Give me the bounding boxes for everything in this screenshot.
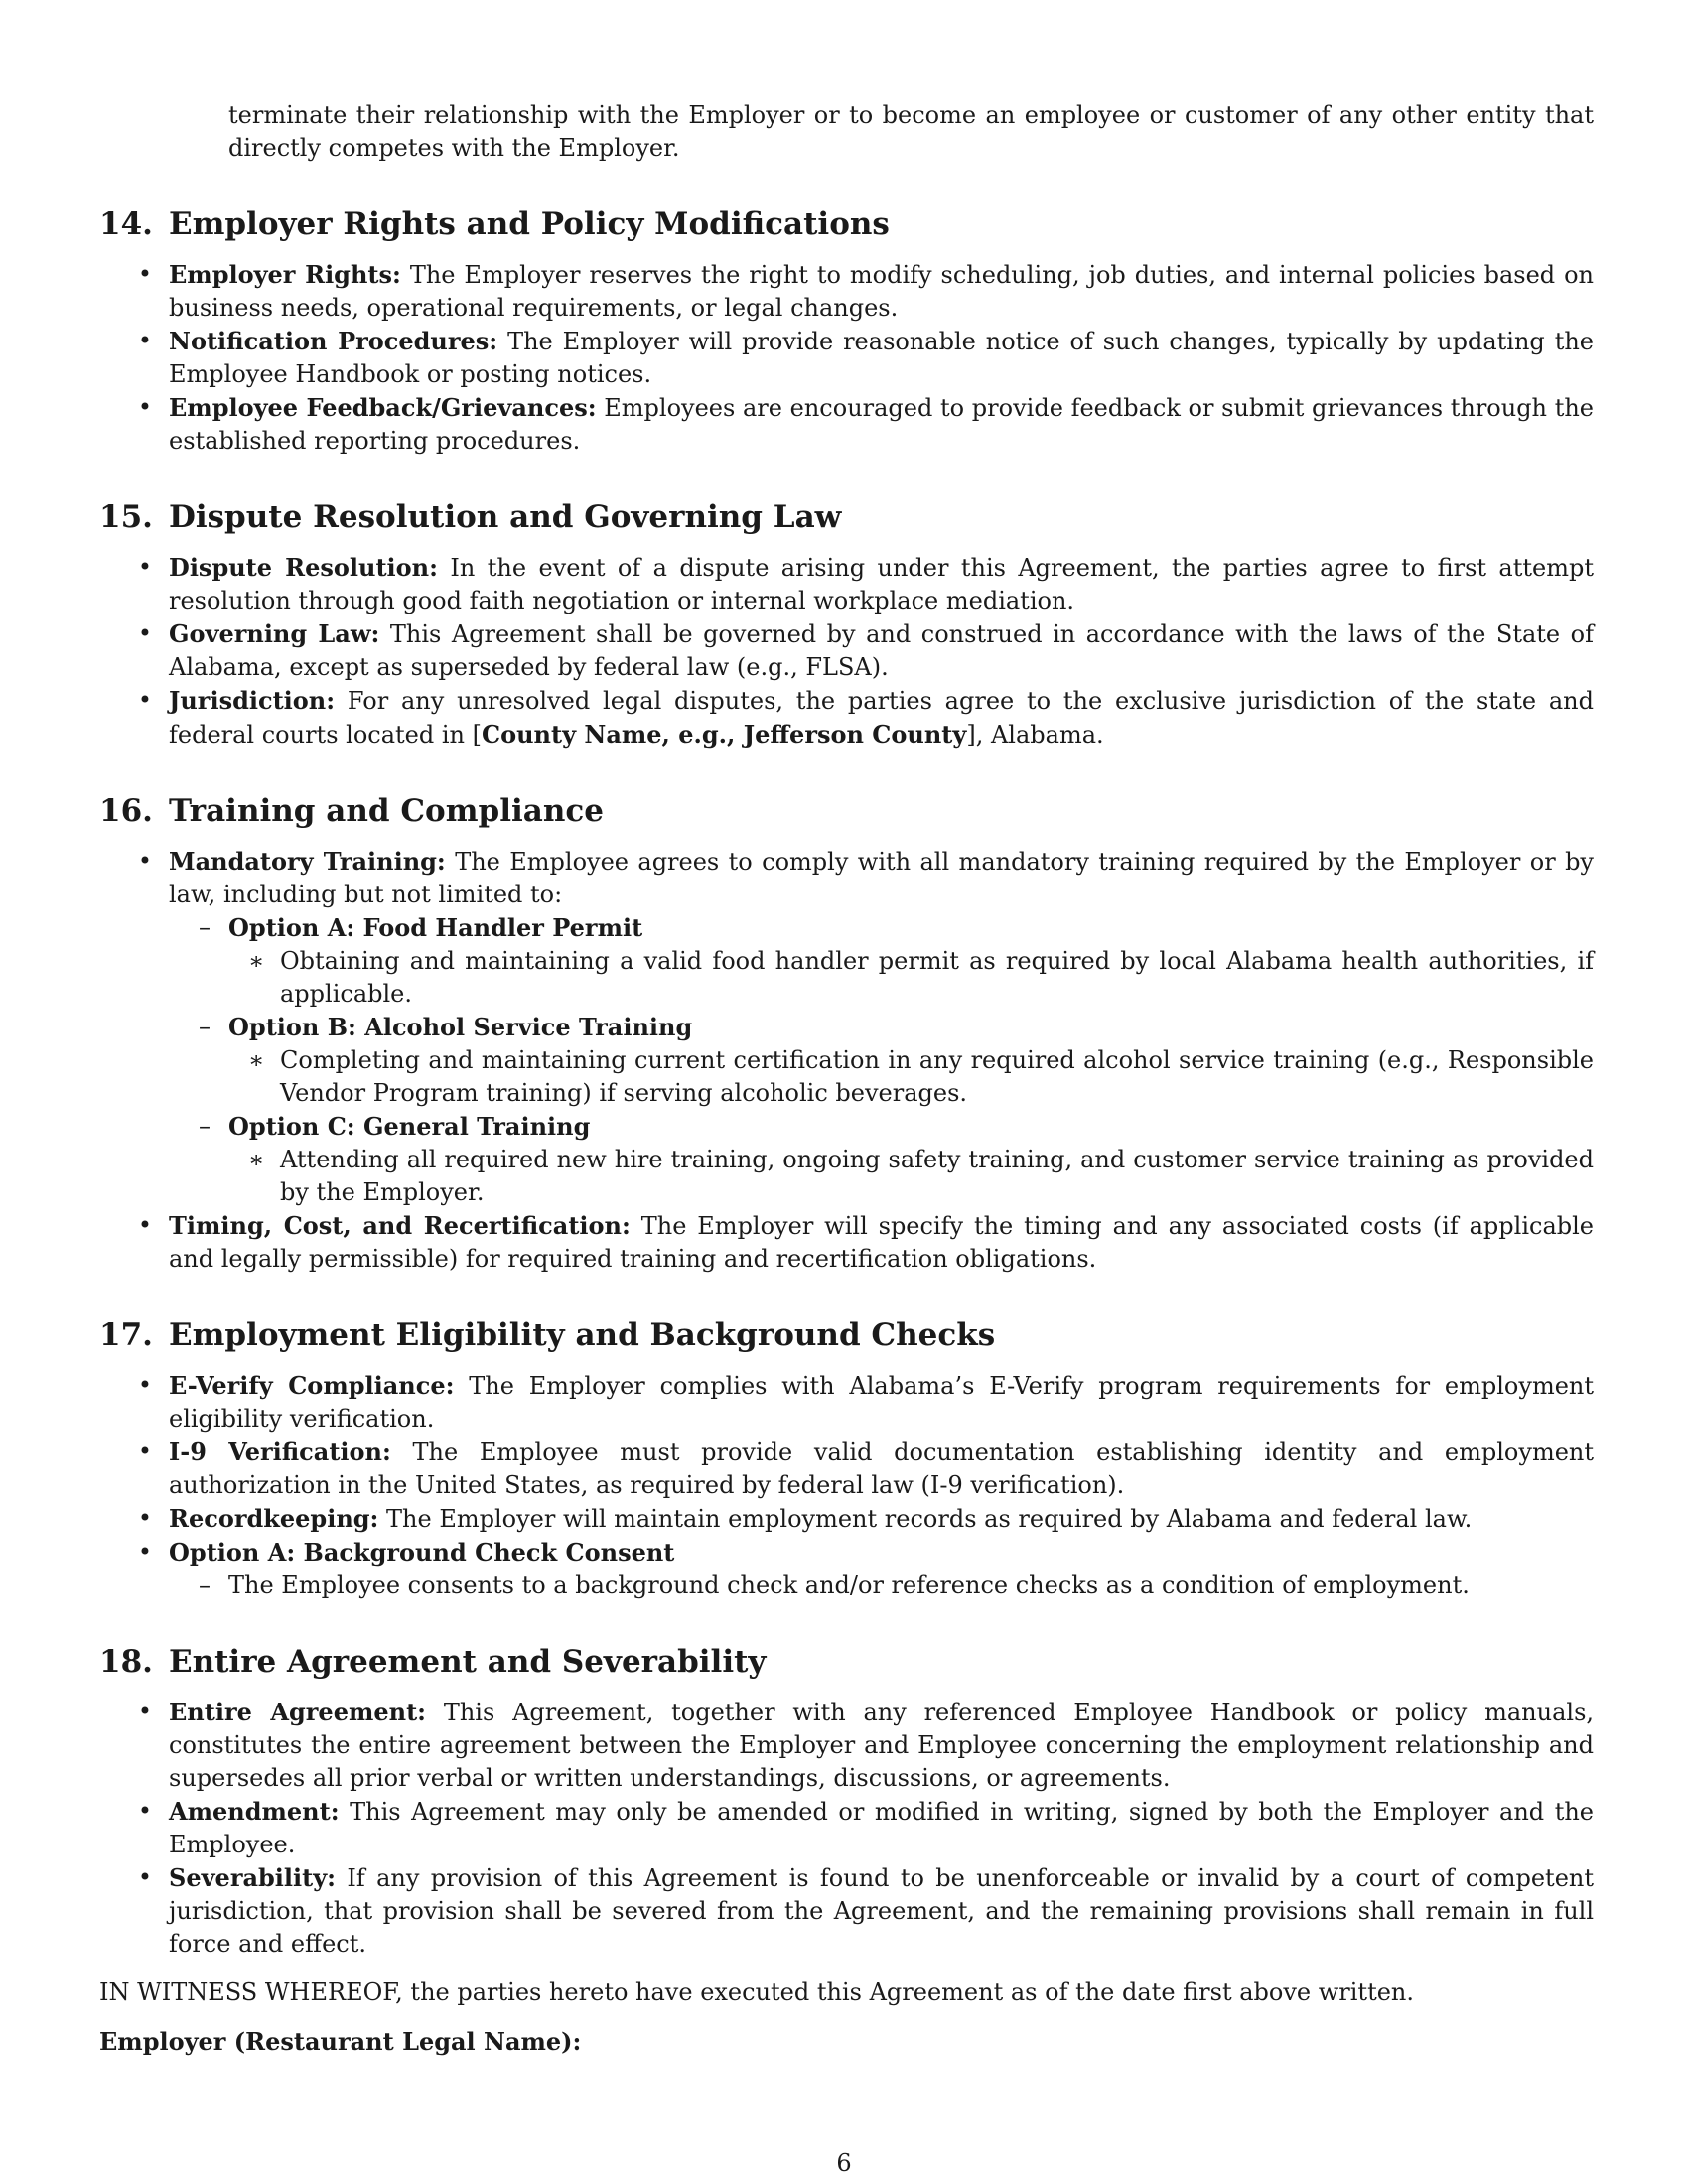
dash-icon: –	[199, 1013, 211, 1040]
bullet-icon: •	[137, 619, 153, 647]
list-item: • Severability: If any provision of this Agreement is found to be unenforceable or invalid by a court of competent jurisdiction, that provision shall be severed from the Agreement, and the remaining provisions shall remain in full force and effect.	[137, 1863, 1594, 1958]
section-15-list	[99, 551, 1594, 751]
option-detail-list	[228, 945, 1594, 1011]
asterisk-icon: ∗	[248, 1046, 265, 1074]
list-item: • Mandatory Training: The Employee agrees to comply with all mandatory training required by the Employer or by law, including but not limited to: – Option A: Food Handler Permit ∗ Obtaining and maintaining a valid food handler permit as required by local Alabama health authorities, if applicable. – Option B: Alcohol Service Training ∗ Completing and maintaining current certification in any required alcohol service training (e.g., Responsible Vendor Program training) if serving alcoholic beverages. – Option C: General Training ∗ Attending all required new hire training, ongoing safety training, and customer service training as provided by the Employer.	[99, 845, 1594, 1209]
list-item: • Employer Rights: The Employer reserves the right to modify scheduling, job duties, and internal policies based on business needs, operational requirements, or legal changes.	[137, 260, 1594, 322]
employer-signature-label: Employer (Restaurant Legal Name):	[99, 2027, 582, 2056]
option-detail-list	[228, 1144, 1594, 1209]
page-number: 6	[836, 2149, 852, 2177]
option-item: – Option A: Food Handler Permit ∗ Obtaining and maintaining a valid food handler permit as required by local Alabama health authorities, if applicable.	[169, 911, 1594, 1011]
section-17-heading: 17. Employment Eligibility and Background Checks	[99, 1317, 996, 1353]
witness-statement: IN WITNESS WHEREOF, the parties hereto have executed this Agreement as of the date first above written.	[99, 1979, 1415, 2006]
section-18-heading: 18. Entire Agreement and Severability	[99, 1644, 767, 1680]
list-item: • Dispute Resolution: In the event of a dispute arising under this Agreement, the parties agree to first attempt resolution through good faith negotiation or internal workplace mediation.	[137, 553, 1594, 614]
section-18-list	[99, 1696, 1594, 1961]
list-item: • Notification Procedures: The Employer will provide reasonable notice of such changes, typically by updating the Employee Handbook or posting notices.	[137, 327, 1594, 388]
document-page	[99, 99, 1594, 2059]
dash-icon: –	[199, 1571, 211, 1599]
list-item: • Jurisdiction: For any unresolved legal disputes, the parties agree to the exclusive jurisdiction of the state and federal courts located in [County Name, e.g., Jefferson County], Alabama.	[137, 686, 1594, 749]
section-15-heading: 15. Dispute Resolution and Governing Law	[99, 499, 842, 535]
option-item: – Option B: Alcohol Service Training ∗ Completing and maintaining current certification in any required alcohol service training (e.g., Responsible Vendor Program training) if serving alcoholic beverages.	[169, 1011, 1594, 1110]
option-detail: ∗ Completing and maintaining current certification in any required alcohol service training (e.g., Responsible Vendor Program training) if serving alcoholic beverages.	[248, 1046, 1594, 1107]
bullet-icon: •	[137, 393, 153, 421]
bullet-icon: •	[137, 327, 153, 354]
section-14-heading: 14. Employer Rights and Policy Modifications	[99, 206, 890, 242]
bullet-icon: •	[137, 1211, 153, 1239]
option-detail-list	[228, 1044, 1594, 1110]
background-check-list	[169, 1570, 1594, 1602]
intro-paragraph: terminate their relationship with the Employer or to become an employee or customer of any other entity that directly competes with the Employer.	[228, 101, 1594, 162]
list-item: • Entire Agreement: This Agreement, together with any referenced Employee Handbook or policy manuals, constitutes the entire agreement between the Employer and Employee concerning the employment relationship and supersedes all prior verbal or written understandings, discussions, or agreements.	[137, 1698, 1595, 1792]
section-17-list	[99, 1369, 1594, 1602]
list-item: • Amendment: This Agreement may only be amended or modified in writing, signed by both the Employer and the Employee.	[137, 1797, 1594, 1858]
dash-icon: –	[199, 913, 211, 941]
section-16-list	[99, 845, 1594, 1276]
asterisk-icon: ∗	[248, 1146, 265, 1173]
list-item: • Employee Feedback/Grievances: Employees are encouraged to provide feedback or submit grievances through the established reporting procedures.	[137, 393, 1594, 455]
training-options-list	[169, 911, 1594, 1209]
bullet-icon: •	[137, 1437, 153, 1465]
option-detail: ∗ Attending all required new hire training, ongoing safety training, and customer service training as provided by the Employer.	[248, 1146, 1594, 1206]
list-item: • Timing, Cost, and Recertification: The Employer will specify the timing and any associated costs (if applicable and legally permissible) for required training and recertification obligations.	[137, 1211, 1594, 1273]
bullet-icon: •	[137, 1371, 153, 1399]
bullet-icon: •	[137, 553, 153, 581]
list-item: • Governing Law: This Agreement shall be governed by and construed in accordance with the laws of the State of Alabama, except as superseded by federal law (e.g., FLSA).	[137, 619, 1594, 681]
list-item: • I-9 Verification: The Employee must provide valid documentation establishing identity and employment authorization in the United States, as required by federal law (I-9 verification).	[137, 1437, 1595, 1499]
list-item: • E-Verify Compliance: The Employer complies with Alabama’s E-Verify program requirements for employment eligibility verification.	[137, 1371, 1595, 1433]
bullet-icon: •	[137, 1504, 153, 1532]
bullet-icon: •	[137, 1538, 153, 1566]
bullet-icon: •	[137, 260, 153, 288]
option-detail: ∗ Obtaining and maintaining a valid food handler permit as required by local Alabama health authorities, if applicable.	[248, 947, 1594, 1008]
bullet-icon: •	[137, 686, 153, 714]
section-16-heading: 16. Training and Compliance	[99, 793, 604, 829]
option-item: – The Employee consents to a background check and/or reference checks as a condition of employment.	[169, 1570, 1594, 1602]
asterisk-icon: ∗	[248, 947, 265, 975]
bullet-icon: •	[137, 1698, 153, 1725]
option-item: – Option C: General Training ∗ Attending all required new hire training, ongoing safety training, and customer service training as provided by the Employer.	[169, 1110, 1594, 1209]
dash-icon: –	[199, 1112, 211, 1140]
bullet-icon: •	[137, 847, 153, 875]
bullet-icon: •	[137, 1797, 153, 1825]
list-item: • Option A: Background Check Consent – The Employee consents to a background check and/or reference checks as a condition of employment.	[99, 1536, 1594, 1602]
list-item: • Recordkeeping: The Employer will maintain employment records as required by Alabama and federal law.	[137, 1504, 1473, 1533]
bullet-icon: •	[137, 1863, 153, 1891]
section-14-list	[99, 258, 1594, 458]
